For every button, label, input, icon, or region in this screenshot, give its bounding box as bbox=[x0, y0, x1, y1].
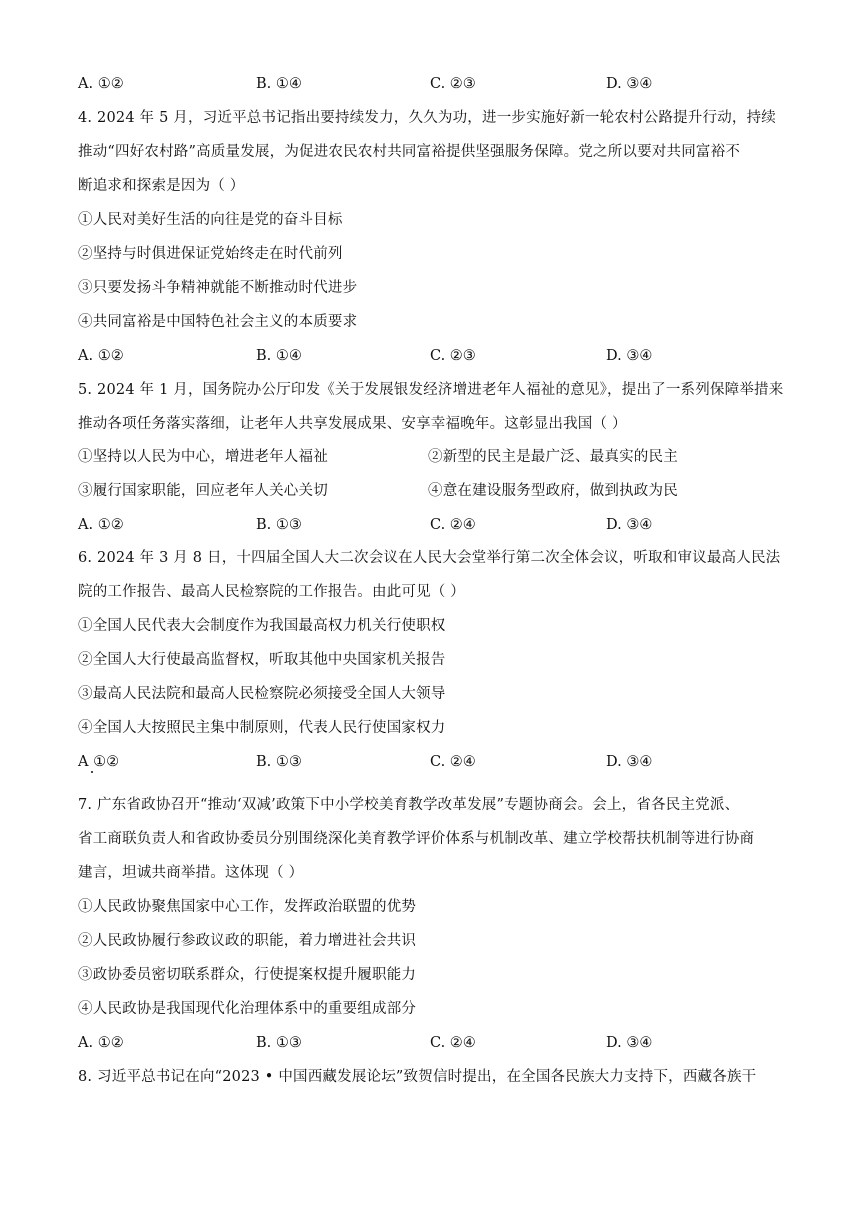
option-d: D. ③④ bbox=[606, 754, 653, 770]
option-b: B. ①③ bbox=[256, 1035, 302, 1051]
question-stem-line: 5. 2024 年 1 月，国务院办公厅印发《关于发展银发经济增进老年人福祉的意见》，提出了一系列保障举措来 bbox=[78, 382, 784, 398]
option-a: A. ①② bbox=[78, 76, 124, 92]
question-stem-line: 8. 习近平总书记在向“2023 • 中国西藏发展论坛”致贺信时提出，在全国各民族大力支持下，西藏各族干 bbox=[78, 1069, 757, 1085]
option-b: B. ①④ bbox=[256, 348, 302, 364]
option-a: A. ①② bbox=[78, 1035, 124, 1051]
statement-3: ③政协委员密切联系群众，行使提案权提升履职能力 bbox=[78, 967, 417, 983]
statement-4: ④全国人大按照民主集中制原则，代表人民行使国家权力 bbox=[78, 720, 446, 736]
statement-3: ③只要发扬斗争精神就能不断推动时代进步 bbox=[78, 280, 358, 296]
question-stem-line: 7. 广东省政协召开“推动‘双减’政策下中小学校美育教学改革发展”专题协商会。会上，省各民主党派、 bbox=[78, 797, 740, 813]
question-stem-line: 建言，坦诚共商举措。这体现（ ） bbox=[78, 865, 304, 881]
statement-3: ③履行国家职能，回应老年人关心关切 bbox=[78, 483, 328, 499]
statement-1: ①全国人民代表大会制度作为我国最高权力机关行使职权 bbox=[78, 618, 446, 634]
option-c: C. ②④ bbox=[430, 517, 476, 533]
statement-4: ④人民政协是我国现代化治理体系中的重要组成部分 bbox=[78, 1001, 417, 1017]
question-stem-line: 推动各项任务落实落细，让老年人共享发展成果、安享幸福晚年。这彰显出我国（ ） bbox=[78, 416, 627, 432]
option-b: B. ①③ bbox=[256, 517, 302, 533]
option-b: B. ①④ bbox=[256, 76, 302, 92]
statement-1: ①人民对美好生活的向往是党的奋斗目标 bbox=[78, 212, 343, 228]
stray-dot-mark bbox=[91, 771, 93, 773]
statement-2: ②全国人大行使最高监督权，听取其他中央国家机关报告 bbox=[78, 652, 446, 668]
option-c: C. ②④ bbox=[430, 1035, 476, 1051]
question-stem-line: 6. 2024 年 3 月 8 日，十四届全国人大二次会议在人民大会堂举行第二次全体会议，听取和审议最高人民法 bbox=[78, 550, 781, 566]
question-stem-line: 断追求和探索是因为（ ） bbox=[78, 178, 245, 194]
question-stem-line: 推动“四好农村路”高质量发展，为促进农民农村共同富裕提供坚强服务保障。党之所以要对共同富裕不 bbox=[78, 144, 741, 160]
option-c: C. ②④ bbox=[430, 754, 476, 770]
statement-2: ②人民政协履行参政议政的职能，着力增进社会共识 bbox=[78, 933, 417, 949]
question-stem-line: 省工商联负责人和省政协委员分别围绕深化美育教学评价体系与机制改革、建立学校帮扶机制等进行协商 bbox=[78, 831, 755, 847]
option-c: C. ②③ bbox=[430, 76, 476, 92]
option-d: D. ③④ bbox=[606, 76, 653, 92]
statement-2: ②坚持与时俱进保证党始终走在时代前列 bbox=[78, 246, 343, 262]
statement-4: ④意在建设服务型政府，做到执政为民 bbox=[428, 483, 678, 499]
question-stem-line: 4. 2024 年 5 月，习近平总书记指出要持续发力，久久为功，进一步实施好新一轮农村公路提升行动，持续 bbox=[78, 110, 776, 126]
option-a: A. ①② bbox=[78, 517, 124, 533]
option-c: C. ②③ bbox=[430, 348, 476, 364]
statement-1: ①人民政协聚焦国家中心工作，发挥政治联盟的优势 bbox=[78, 899, 417, 915]
option-d: D. ③④ bbox=[606, 348, 653, 364]
option-a: A. ①② bbox=[78, 348, 124, 364]
statement-4: ④共同富裕是中国特色社会主义的本质要求 bbox=[78, 314, 358, 330]
statement-3: ③最高人民法院和最高人民检察院必须接受全国人大领导 bbox=[78, 686, 446, 702]
question-stem-line: 院的工作报告、最高人民检察院的工作报告。由此可见（ ） bbox=[78, 584, 466, 600]
statement-1: ①坚持以人民为中心，增进老年人福祉 bbox=[78, 449, 328, 465]
option-d: D. ③④ bbox=[606, 517, 653, 533]
option-d: D. ③④ bbox=[606, 1035, 653, 1051]
option-b: B. ①③ bbox=[256, 754, 302, 770]
statement-2: ②新型的民主是最广泛、最真实的民主 bbox=[428, 449, 678, 465]
option-a: A ①② bbox=[78, 754, 120, 770]
